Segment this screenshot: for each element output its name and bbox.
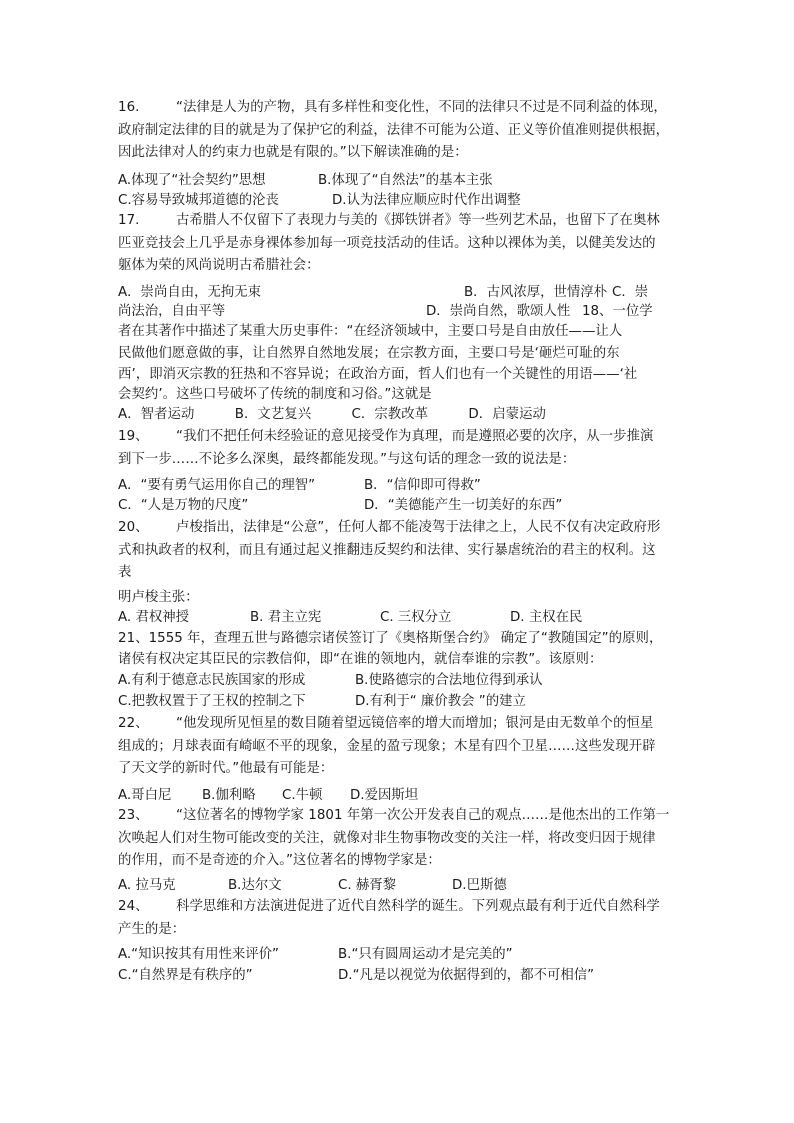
q24-line-1 — [118, 897, 660, 917]
q18-line-3: 西’，即消灭宗教的狂热和不容异说；在政治方面，哲人们也有一个关键性的用语——‘社 — [118, 367, 638, 382]
q23-text: “这位著名的博物学家 1801 年第一次公开发表自己的观点……是他杰出的工作第一 — [176, 808, 670, 823]
q19-option-c: C．“人是万物的尺度” — [118, 498, 249, 513]
q21-option-d: D.有利于“ 廉价教会 ”的建立 — [355, 694, 526, 709]
q22-option-c: C.牛顿 — [282, 788, 323, 803]
q18-line-2: 民做他们愿意做的事，让自然界自然地发展；在宗教方面，主要口号是‘砸烂可耻的东 — [118, 346, 620, 361]
q20-option-c: C. 三权分立 — [380, 610, 452, 625]
q16-text: “法律是人为的产物，具有多样性和变化性，不同的法律只不过是不同利益的体现， — [176, 100, 667, 115]
q21-option-b: B.使路德宗的合法地位得到承认 — [355, 673, 543, 688]
q22-number: 22、 — [118, 716, 149, 731]
q16-option-b: B.体现了“自然法”的基本主张 — [318, 173, 493, 188]
q23-line-3: 的作用，而不是奇迹的介入。”这位著名的博物学家是： — [118, 853, 441, 868]
q16-line-3: 因此法律对人的约束力也就是有限的。”以下解读准确的是： — [118, 145, 468, 160]
q16-option-c: C.容易导致城邦道德的沦丧 — [118, 193, 279, 208]
q22-option-d: D.爱因斯坦 — [350, 788, 419, 803]
q23-option-b: B.达尔文 — [228, 878, 282, 893]
q17-line-1 — [118, 211, 660, 231]
q16-number: 16. — [118, 100, 140, 115]
q20-option-d: D. 主权在民 — [510, 610, 583, 625]
q24-option-c: C.“自然界是有秩序的” — [118, 968, 253, 983]
q23-number: 23、 — [118, 808, 149, 823]
q22-text: “他发现所见恒星的数目随着望远镜倍率的增大而增加；银河是由无数单个的恒星 — [176, 716, 654, 731]
q16-option-a: A.体现了“社会契约”思想 — [118, 173, 266, 188]
q17-option-d: D．崇尚自然，歌颂人性 — [426, 304, 571, 319]
q19-number: 19、 — [118, 429, 149, 444]
q17-text: 古希腊人不仅留下了表现力与美的《掷铁饼者》等一些列艺术品，也留下了在奥林 — [176, 213, 660, 228]
q24-option-b: B.“只有圆周运动才是完美的” — [338, 947, 513, 962]
q19-option-d: D．“美德能产生一切美好的东西” — [364, 498, 563, 513]
q22-option-b: B.伽利略 — [202, 788, 256, 803]
q20-number: 20、 — [118, 520, 149, 535]
q24-number: 24、 — [118, 899, 149, 914]
q21-option-a: A.有利于德意志民族国家的形成 — [118, 673, 306, 688]
q24-text: 科学思维和方法演进促进了近代自然科学的诞生。下列观点最有利于近代自然科学 — [176, 899, 660, 914]
q17-line-2: 匹亚竞技会上几乎是赤身裸体参加每一项竞技活动的佳话。这种以裸体为美，以健美发达的 — [118, 236, 656, 251]
q16-line-1 — [118, 98, 667, 118]
q17-option-c-cont: 尚法治，自由平等 — [118, 304, 226, 319]
q24-line-2: 产生的是： — [118, 922, 186, 937]
q19-option-a: A．“要有勇气运用你自己的理智” — [118, 478, 316, 493]
q23-line-1 — [118, 806, 669, 826]
q24-option-d: D.“凡是以视觉为依据得到的，都不可相信” — [338, 968, 595, 983]
q22-line-1 — [118, 714, 653, 734]
q20-line-1 — [118, 518, 660, 538]
q18-options: A．智者运动 B．文艺复兴 C．宗教改革 D．启蒙运动 — [118, 407, 546, 422]
q22-line-3: 了天文学的新时代。”他最有可能是： — [118, 761, 334, 776]
q17-line-3: 躯体为荣的风尚说明古希腊社会： — [118, 258, 320, 273]
q19-line-1 — [118, 427, 653, 447]
q21-line-2: 诸侯有权决定其臣民的宗教信仰，即“在谁的领地内，就信奉谁的宗教”。该原则： — [118, 652, 603, 667]
q17-number: 17. — [118, 213, 140, 228]
q18-line-4: 会契约’。这些口号破坏了传统的制度和习俗。”这就是 — [118, 387, 432, 402]
q18-line-1: 者在其著作中描述了某重大历史事件：“在经济领域中，主要口号是自由放任——让人 — [118, 324, 623, 339]
q20-line-2: 式和执政者的权利，而且有通过起义推翻违反契约和法律、实行暴虐统治的君主的权利。这 — [118, 543, 656, 558]
q24-option-a: A.“知识按其有用性来评价” — [118, 947, 279, 962]
q23-option-c: C. 赫胥黎 — [338, 878, 397, 893]
q18-number: 18、一位学 — [582, 304, 653, 319]
q23-option-a: A. 拉马克 — [118, 878, 176, 893]
q19-option-b: B．“信仰即可得救” — [364, 478, 481, 493]
q21-line-1: 21、1555 年，查理五世与路德宗诸侯签订了《奥格斯堡合约》 确定了“教随国定”的原则， — [118, 631, 663, 646]
q21-option-c: C.把教权置于了王权的控制之下 — [118, 694, 306, 709]
q22-line-2: 组成的；月球表面有崎岖不平的现象，金星的盈亏现象；木星有四个卫星……这些发现开辟 — [118, 739, 656, 754]
q17-option-c: C．崇 — [612, 285, 649, 300]
q16-line-2: 政府制定法律的目的就是为了保护它的利益，法律不可能为公道、正义等价值准则提供根据， — [118, 123, 670, 138]
q20-text: 卢梭指出，法律是“公意”，任何人都不能凌驾于法律之上，人民不仅有决定政府形 — [176, 520, 661, 535]
q17-option-b: B．古风浓厚，世情淳朴 — [464, 285, 608, 300]
q20-line-3: 表 — [118, 565, 132, 580]
q17-option-a: A．崇尚自由，无拘无束 — [118, 285, 262, 300]
q23-line-2: 次唤起人们对生物可能改变的关注，就像对非生物事物改变的关注一样，将改变归因于规律 — [118, 831, 656, 846]
q22-option-a: A.哥白尼 — [118, 788, 172, 803]
q23-option-d: D.巴斯德 — [452, 878, 507, 893]
q20-line-4: 明卢梭主张： — [118, 590, 199, 605]
q20-option-a: A. 君权神授 — [118, 610, 189, 625]
q20-option-b: B. 君主立宪 — [250, 610, 322, 625]
q16-option-d: D.认为法律应顺应时代作出调整 — [332, 193, 521, 208]
q19-line-2: 到下一步……不论多么深奥，最终都能发现。”与这句话的理念一致的说法是： — [118, 452, 576, 467]
q19-text: “我们不把任何未经验证的意见接受作为真理，而是遵照必要的次序，从一步推演 — [176, 429, 654, 444]
